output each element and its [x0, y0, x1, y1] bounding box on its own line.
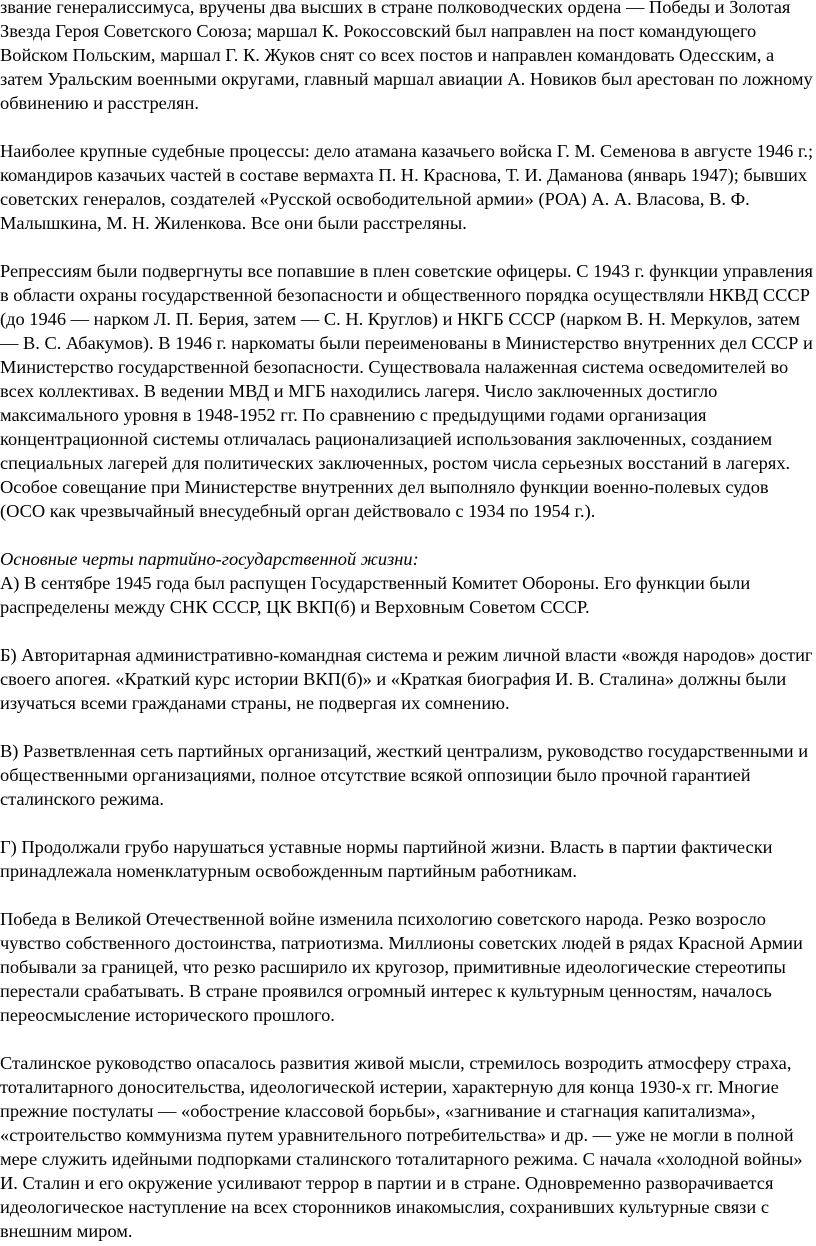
paragraph-point-b: Б) Авторитарная административно-командная система и режим личной власти «вождя народов» достиг своего апогея. «Краткий курс истории ВКП(б)» и «Краткая биография И. В. Сталина» должны были изучаться всеми гражданами страны, не подвергая их сомнению. — [0, 645, 813, 713]
paragraph-marshals: звание генералиссимуса, вручены два высших в стране полководческих ордена — Победы и Золотая Звезда Героя Советского Союза; маршал К. Рокоссовский был направлен на пост командующего Войском Польским, маршал Г. К. Жуков снят со всех постов и направлен командовать Одесским, а затем Уральским военными округами, главный маршал авиации А. Новиков был арестован по ложному обвинению и расстрелян. — [0, 0, 813, 113]
paragraph-trials: Наиболее крупные судебные процессы: дело атамана казачьего войска Г. М. Семенова в августе 1946 г.; командиров казачьих частей в составе вермахта П. Н. Краснова, Т. И. Даманова (январь 1947); бывших советских генералов, создателей «Русской освободительной армии» (РОА) А. А. Власова, В. Ф. Малышкина, М. Н. Жиленкова. Все они были расстреляны. — [0, 141, 814, 233]
section-heading-party-state-life: Основные черты партийно-государственной жизни: — [0, 549, 419, 569]
paragraph-repressions: Репрессиям были подвергнуты все попавшие в плен советские офицеры. С 1943 г. функции управления в области охраны государственной безопасности и общественного порядка осуществляли НКВД СССР (до 1946 — нарком Л. П. Берия, затем — С. Н. Круглов) и НКГБ СССР (нарком В. Н. Меркулов, затем — В. С. Абакумов). В 1946 г. наркоматы были переименованы в Министерство внутренних дел СССР и Министерство государственной безопасности. Существовала налаженная система осведомителей во всех коллективах. В ведении МВД и МГБ находились лагеря. Число заключенных достигло максимального уровня в 1948-1952 гг. По сравнению с предыдущими годами организация концентрационной системы отличалась рационализацией использования заключенных, созданием специальных лагерей для политических заключенных, ростом числа серьезных восстаний в лагерях. Особое совещание при Министерстве внутренних дел выполняло функции военно-полевых судов (ОСО как чрезвычайный внесудебный орган действовало с 1934 по 1954 г.). — [0, 261, 814, 521]
paragraph-victory-psychology: Победа в Великой Отечественной войне изменила психологию советского народа. Резко возросло чувство собственного достоинства, патриотизма. Миллионы советских людей в рядах Красной Армии побывали за границей, что резко расширило их кругозор, примитивные идеологические стереотипы перестали срабатывать. В стране проявился огромный интерес к культурным ценностям, началось переосмысление исторического прошлого. — [0, 909, 803, 1025]
paragraph-point-a: А) В сентябре 1945 года был распущен Государственный Комитет Обороны. Его функции были распределены между СНК СССР, ЦК ВКП(б) и Верховным Советом СССР. — [0, 573, 751, 617]
paragraph-point-v: В) Разветвленная сеть партийных организаций, жесткий централизм, руководство государственными и общественными организациями, полное отсутствие всякой оппозиции было прочной гарантией сталинского режима. — [0, 741, 809, 809]
paragraph-point-g: Г) Продолжали грубо нарушаться уставные нормы партийной жизни. Власть в партии фактически принадлежала номенклатурным освобожденным партийным работникам. — [0, 837, 773, 881]
paragraph-stalin-leadership: Сталинское руководство опасалось развития живой мысли, стремилось возродить атмосферу страха, тоталитарного доносительства, идеологической истерии, характерную для конца 1930-х гг. Многие прежние постулаты — «обострение классовой борьбы», «загнивание и стагнация капитализма», «строительство коммунизма путем уравнительного потребительства» и др. — уже не могли в полной мере служить идейными подпорками сталинского тоталитарного режима. С начала «холодной войны» И. Сталин и его окружение усиливают террор в партии и в стране. Одновременно разворачивается идеологическое наступление на всех сторонников инакомыслия, сохранивших культурные связи с внешним миром. — [0, 1053, 803, 1241]
